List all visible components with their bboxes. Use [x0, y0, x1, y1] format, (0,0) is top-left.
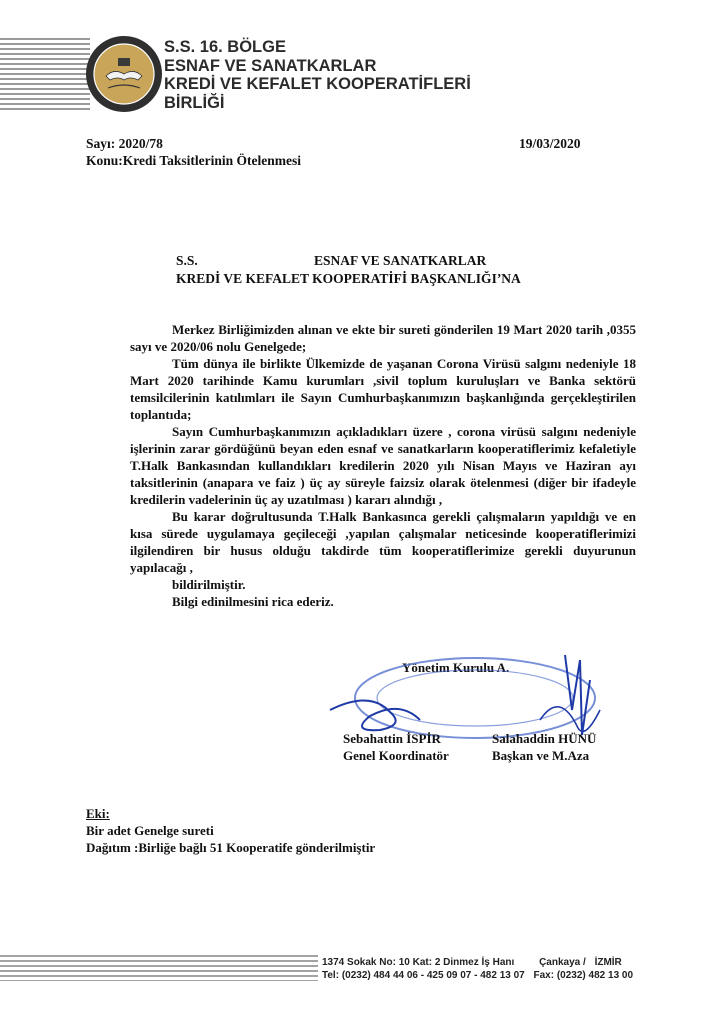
body-paragraph: Merkez Birliğimizden alınan ve ekte bir sureti gönderilen 19 Mart 2020 tarih ,0355 sayı ve 2020/06 nolu Genelgede; — [130, 322, 636, 354]
signatory-title: Başkan ve M.Aza — [492, 748, 590, 763]
recipient-prefix: S.S. — [176, 253, 198, 268]
footer-stripes — [0, 955, 318, 981]
reference-number: Sayı: 2020/78 — [86, 136, 163, 151]
footer-address: 1374 Sokak No: 10 Kat: 2 Dinmez İş Hanı — [322, 957, 515, 968]
body-paragraph: Tüm dünya ile birlikte Ülkemizde de yaşanan Corona Virüsü salgını nedeniyle 18 Mart 2020 tarihinde Kamu kurumları ,sivil toplum kuruluşları ve Banka sektörü temsilcilerinin katılımları ile Sayın Cumhurbaşkanımızın başkanlığında gerçekleştirilen toplantıda; — [130, 356, 636, 422]
letter-date: 19/03/2020 — [519, 136, 581, 151]
body-paragraph: Sayın Cumhurbaşkanımızın açıkladıkları üzere , corona virüsü salgını nedeniyle işlerinin zarar gördüğünü beyan eden esnaf ve sanatkarların kooperatiflerimiz kefaletiyle T.Halk Bankasından kullandıkları kredilerin 2020 yılı Nisan Mayıs ve Haziran ayı taksitlerinin (anapara ve faiz ) üç ay süreyle faizsiz olarak ötelenmesi (diğer bir ifadeyle kredilerin vadelerinin üç ay uzatılması ) kararı alındığı , — [130, 424, 636, 507]
signatory-right — [492, 730, 596, 764]
letter-body — [130, 321, 636, 610]
footer-city: İZMİR — [594, 957, 622, 968]
attachments-section — [86, 805, 375, 856]
footer-fax: Fax: (0232) 482 13 00 — [533, 970, 634, 981]
signatory-left — [343, 730, 449, 764]
organization-logo — [84, 34, 164, 114]
distribution-line: Dağıtım :Birliğe bağlı 51 Kooperatife gönderilmiştir — [86, 840, 376, 855]
subject-line: Konu:Kredi Taksitlerinin Ötelenmesi — [86, 153, 302, 168]
org-name-line: BİRLİĞİ — [164, 93, 225, 112]
attachments-heading: Eki: — [86, 806, 110, 821]
recipient-line: ESNAF VE SANATKARLAR — [314, 253, 487, 268]
header-stripes — [0, 38, 90, 113]
recipient-line: KREDİ VE KEFALET KOOPERATİFİ BAŞKANLIĞI’NA — [176, 271, 521, 286]
footer-contact — [322, 956, 722, 982]
org-name-line: KREDİ VE KEFALET KOOPERATİFLERİ — [164, 75, 471, 93]
organization-name — [164, 38, 471, 112]
signoff: Yönetim Kurulu A. — [402, 660, 510, 675]
attachment-item: Bir adet Genelge sureti — [86, 823, 214, 838]
signatory-title: Genel Koordinatör — [343, 748, 449, 763]
body-paragraph: Bilgi edinilmesini rica ederiz. — [172, 594, 334, 609]
footer-district: Çankaya / — [539, 957, 586, 968]
body-paragraph: bildirilmiştir. — [172, 577, 246, 592]
signatory-name: Salahaddin HÜNÜ — [492, 731, 597, 746]
footer-phone: Tel: (0232) 484 44 06 - 425 09 07 - 482 13 07 — [322, 970, 525, 981]
body-paragraph: Bu karar doğrultusunda T.Halk Bankasınca gerekli çalışmaların yapıldığı ve en kısa sürede uygulamaya geçileceği ,yapılan çalışmalar neticesinde kooperatiflerimizi ilgilendiren bir husus olduğu takdirde tüm kooperatiflerimize gerekli duyurunun yapılacağı , — [130, 509, 636, 575]
signatory-name: Sebahattin İSPİR — [343, 731, 441, 746]
org-name-line: ESNAF VE SANATKARLAR — [164, 56, 377, 75]
org-name-line: S.S. 16. BÖLGE — [164, 38, 286, 56]
